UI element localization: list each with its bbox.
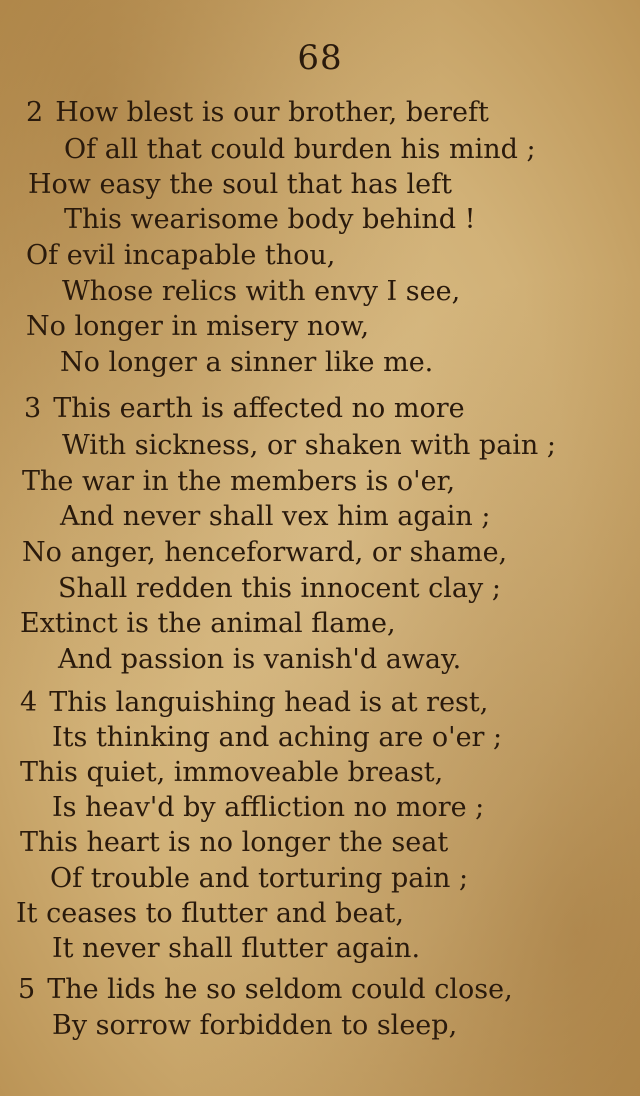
stanza-line: Its thinking and aching are o'er ; <box>52 722 503 753</box>
line-text: This earth is affected no more <box>53 393 465 424</box>
line-text: How blest is our brother, bereft <box>55 97 489 128</box>
stanza-line: It ceases to flutter and beat, <box>16 898 404 929</box>
stanza-line-first <box>18 975 513 1005</box>
stanza-line: No longer in misery now, <box>26 311 370 342</box>
stanza-line: The war in the members is o'er, <box>22 466 456 497</box>
stanza-line: By sorrow forbidden to sleep, <box>52 1010 458 1041</box>
stanza-line-first <box>24 394 465 424</box>
stanza-line: Whose relics with envy I see, <box>62 276 461 307</box>
verse-number: 5 <box>18 974 36 1005</box>
verse-number: 3 <box>24 393 42 424</box>
stanza-line: This wearisome body behind ! <box>64 204 476 235</box>
stanza-line: With sickness, or shaken with pain ; <box>62 430 557 461</box>
verse-number: 4 <box>20 687 38 718</box>
stanza-line: It never shall flutter again. <box>52 933 421 964</box>
stanza-line: And passion is vanish'd away. <box>58 644 462 675</box>
stanza-line: Of evil incapable thou, <box>26 240 336 271</box>
stanza-line: How easy the soul that has left <box>28 169 452 200</box>
stanza-line: This quiet, immoveable breast, <box>20 757 444 788</box>
stanza-line: No longer a sinner like me. <box>60 347 434 378</box>
stanza-line: Of all that could burden his mind ; <box>64 134 536 165</box>
stanza-line: No anger, henceforward, or shame, <box>22 537 508 568</box>
verse-number: 2 <box>26 97 44 128</box>
line-text: The lids he so seldom could close, <box>47 974 513 1005</box>
stanza-line-first <box>20 688 488 718</box>
stanza-line: Of trouble and torturing pain ; <box>50 863 469 894</box>
stanza-line: This heart is no longer the seat <box>20 827 449 858</box>
line-text: This languishing head is at rest, <box>49 687 489 718</box>
stanza-line: And never shall vex him again ; <box>60 501 491 532</box>
stanza-line-first <box>26 98 489 128</box>
stanza-line: Shall redden this innocent clay ; <box>58 573 501 604</box>
page-number: 68 <box>297 38 343 78</box>
stanza-line: Is heav'd by affliction no more ; <box>52 792 485 823</box>
stanza-line: Extinct is the animal flame, <box>20 608 396 639</box>
